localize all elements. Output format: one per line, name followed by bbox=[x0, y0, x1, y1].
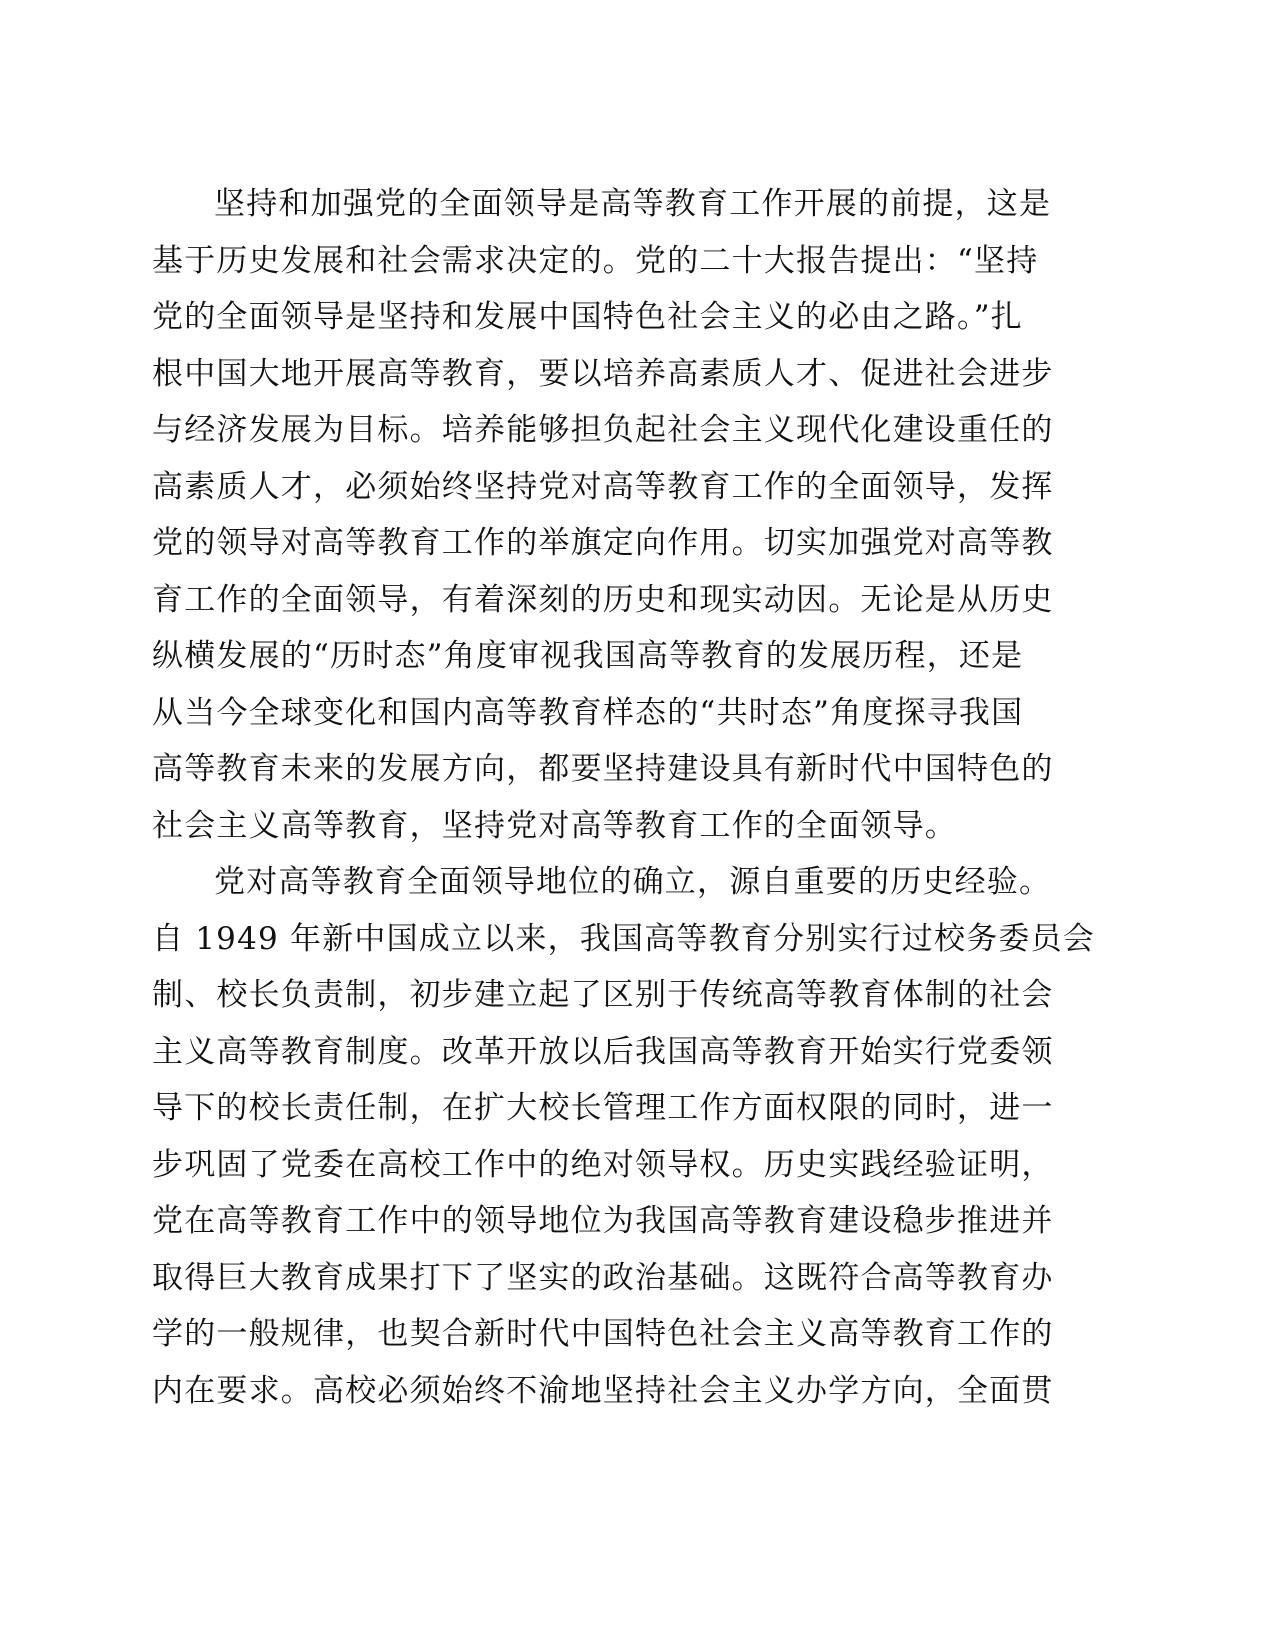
text-line: 纵横发展的“历时态”角度审视我国高等教育的发展历程，还是 bbox=[152, 638, 1024, 674]
text-line: 制、校长负责制，初步建立起了区别于传统高等教育体制的社会 bbox=[152, 977, 1054, 1013]
text-line: 内在要求。高校必须始终不渝地坚持社会主义办学方向，全面贯 bbox=[152, 1372, 1054, 1409]
text-line: 高等教育未来的发展方向，都要坚持建设具有新时代中国特色的 bbox=[152, 751, 1054, 787]
text-line: 主义高等教育制度。改革开放以后我国高等教育开始实行党委领 bbox=[152, 1033, 1054, 1070]
text-line: 党在高等教育工作中的领导地位为我国高等教育建设稳步推进并 bbox=[152, 1203, 1054, 1239]
text-line: 坚持和加强党的全面领导是高等教育工作开展的前提，这是 bbox=[214, 186, 1052, 222]
text-line: 党的领导对高等教育工作的举旗定向作用。切实加强党对高等教 bbox=[152, 525, 1054, 561]
text-line: 育工作的全面领导，有着深刻的历史和现实动因。无论是从历史 bbox=[152, 581, 1054, 618]
text-line: 党对高等教育全面领导地位的确立，源自重要的历史经验。 bbox=[214, 864, 1052, 900]
paragraph-2 bbox=[152, 854, 1095, 1419]
text-line: 导下的校长责任制，在扩大校长管理工作方面权限的同时，进一 bbox=[152, 1090, 1054, 1126]
text-line: 从当今全球变化和国内高等教育样态的“共时态”角度探寻我国 bbox=[152, 694, 1024, 731]
text-line: 高素质人才，必须始终坚持党对高等教育工作的全面领导，发挥 bbox=[152, 468, 1054, 505]
text-line: 学的一般规律，也契合新时代中国特色社会主义高等教育工作的 bbox=[152, 1316, 1054, 1352]
text-line: 步巩固了党委在高校工作中的绝对领导权。历史实践经验证明， bbox=[152, 1146, 1054, 1183]
text-line: 党的全面领导是坚持和发展中国特色社会主义的必由之路。”扎 bbox=[152, 299, 1023, 335]
text-line: 社会主义高等教育，坚持党对高等教育工作的全面领导。 bbox=[152, 807, 957, 844]
paragraph-1 bbox=[152, 176, 1082, 854]
body-text bbox=[152, 176, 1095, 1419]
text-line: 取得巨大教育成果打下了坚实的政治基础。这既符合高等教育办 bbox=[152, 1259, 1054, 1296]
text-line: 根中国大地开展高等教育，要以培养高素质人才、促进社会进步 bbox=[152, 355, 1054, 392]
text-line: 基于历史发展和社会需求决定的。党的二十大报告提出：“坚持 bbox=[152, 242, 1039, 279]
text-line: 自 1949 年新中国成立以来，我国高等教育分别实行过校务委员会 bbox=[152, 920, 1095, 957]
text-line: 与经济发展为目标。培养能够担负起社会主义现代化建设重任的 bbox=[152, 412, 1054, 448]
